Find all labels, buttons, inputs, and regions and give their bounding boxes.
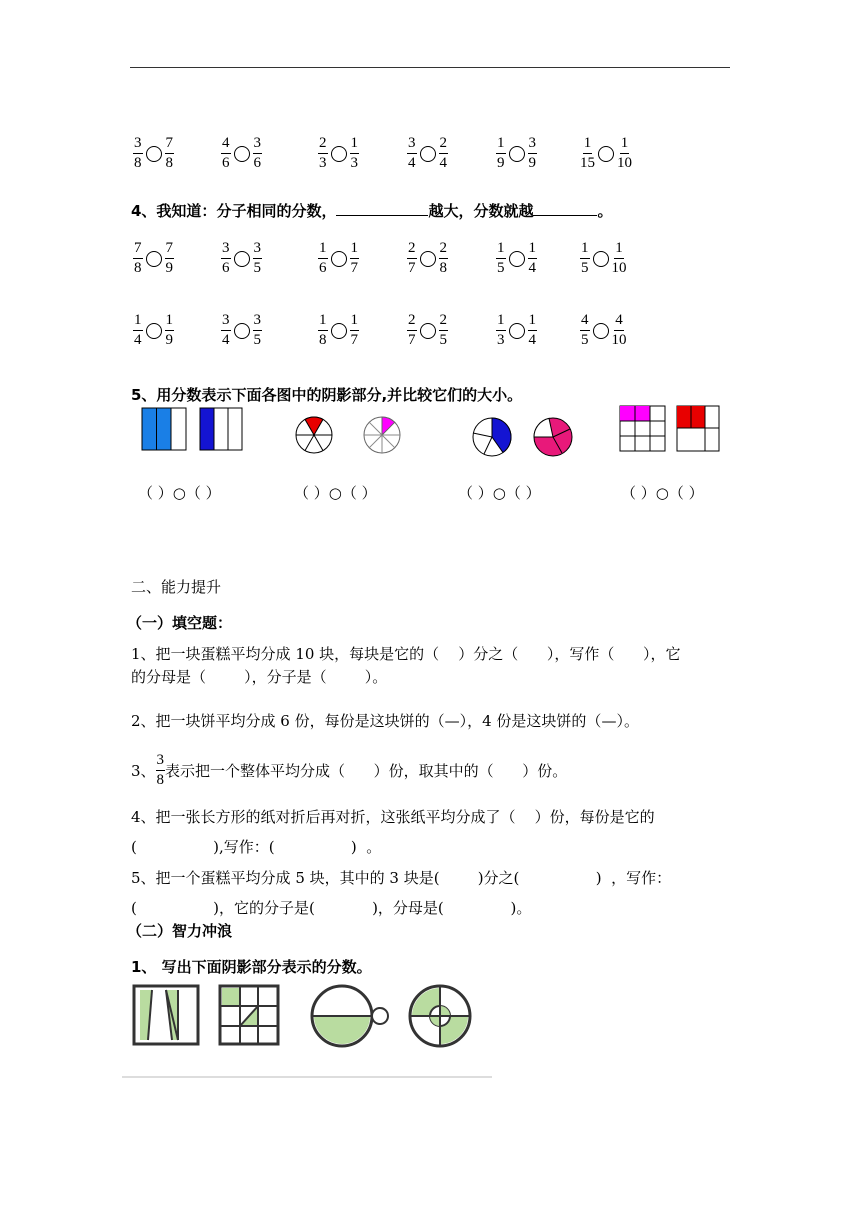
row2-item: [133, 241, 174, 276]
denominator: 6: [222, 155, 230, 171]
numerator: 1: [614, 241, 624, 259]
s2-q3: [131, 753, 567, 788]
s2-q1-line1: 1、把一块蛋糕平均分成 10 块，每块是它的（ ）分之（ ），写作（ ），它: [131, 645, 681, 663]
right-fraction: [165, 136, 175, 171]
left-fraction: [221, 313, 231, 348]
compare-circle[interactable]: [420, 323, 436, 339]
numerator: 1: [496, 241, 506, 259]
right-fraction: [253, 241, 263, 276]
denominator: 5: [439, 332, 447, 348]
denominator: 3: [350, 155, 358, 171]
q5-figures: [130, 404, 740, 464]
left-fraction: [580, 136, 595, 171]
s2-last-question: 1、 写出下面阴影部分表示的分数。: [131, 958, 372, 976]
q5-title: 5、用分数表示下面各图中的阴影部分,并比较它们的大小。: [131, 386, 523, 404]
left-fraction: [133, 136, 143, 171]
right-fraction: [439, 136, 449, 171]
compare-circle[interactable]: [234, 146, 250, 162]
denominator: 6: [222, 260, 230, 276]
compare-parens-2[interactable]: （ ）○（ ）: [294, 484, 377, 502]
rect-figure-2: [200, 408, 242, 450]
denominator: 7: [350, 260, 358, 276]
q4-prefix: 4、我知道：分子相同的分数，: [131, 202, 337, 220]
numerator: 2: [407, 241, 417, 259]
row2-item: [407, 241, 448, 276]
numerator: 1: [133, 313, 143, 331]
row2-item: [221, 241, 262, 276]
numerator: 4: [614, 313, 624, 331]
numerator: 1: [580, 241, 590, 259]
denominator: 5: [581, 260, 589, 276]
left-fraction: [580, 313, 590, 348]
right-fraction: [528, 313, 538, 348]
left-fraction: [318, 136, 328, 171]
denominator: 8: [439, 260, 447, 276]
numerator: 1: [350, 313, 360, 331]
numerator: 1: [528, 241, 538, 259]
numerator: 3: [407, 136, 417, 154]
left-fraction: [496, 136, 506, 171]
circle-figure-1: [296, 417, 332, 453]
denominator: 10: [611, 260, 627, 276]
brain-wave-heading: （二）智力冲浪: [127, 922, 233, 940]
right-fraction: [612, 313, 627, 348]
numerator: 1: [620, 136, 630, 154]
denominator: 4: [439, 155, 447, 171]
circle-figure-4: [534, 418, 572, 456]
row1-item: [221, 136, 262, 171]
numerator: 3: [528, 136, 538, 154]
row2-item: [580, 241, 627, 276]
bottom-figures: [122, 980, 494, 1080]
denominator: 10: [617, 155, 632, 171]
compare-circle[interactable]: [331, 323, 347, 339]
left-fraction: [133, 313, 143, 348]
compare-circle[interactable]: [593, 251, 609, 267]
denominator: 5: [497, 260, 505, 276]
row3-item: [407, 313, 448, 348]
q3-prefix: 3、: [131, 762, 156, 780]
right-fraction: [439, 241, 449, 276]
row1-item: [133, 136, 174, 171]
compare-parens-3[interactable]: （ ）○（ ）: [458, 484, 541, 502]
compare-circle[interactable]: [509, 323, 525, 339]
header-rule: [130, 67, 730, 68]
rect-figure-1: [142, 408, 186, 450]
left-fraction: [496, 241, 506, 276]
numerator: 1: [350, 241, 360, 259]
denominator: 4: [528, 260, 536, 276]
numerator: 3: [221, 241, 231, 259]
denominator: 4: [134, 332, 142, 348]
right-fraction: [528, 136, 538, 171]
target-figure: [410, 986, 470, 1046]
numerator: 2: [318, 136, 328, 154]
row1-item: [318, 136, 359, 171]
left-fraction: [496, 313, 506, 348]
compare-circle[interactable]: [509, 251, 525, 267]
grid-figure-1: [620, 406, 665, 451]
row3-item: [496, 313, 537, 348]
row1-item: [496, 136, 537, 171]
denominator: 9: [528, 155, 536, 171]
numerator: 1: [318, 313, 328, 331]
q3-rest: 表示把一个整体平均分成（ ）份，取其中的（ ）份。: [165, 762, 568, 780]
numerator: 3: [221, 313, 231, 331]
compare-parens-4[interactable]: （ ）○（ ）: [621, 484, 704, 502]
denominator: 7: [408, 332, 416, 348]
denominator: 6: [253, 155, 261, 171]
numerator: 1: [528, 313, 538, 331]
compare-circle[interactable]: [420, 146, 436, 162]
denominator: 10: [611, 332, 627, 348]
s2-q5-line1: 5、把一个蛋糕平均分成 5 块，其中的 3 块是( )分之( ) ，写作：: [131, 869, 672, 887]
denominator: 5: [253, 260, 261, 276]
numerator: 3: [133, 136, 143, 154]
compare-circle[interactable]: [593, 323, 609, 339]
left-fraction: [221, 136, 231, 171]
numerator: 2: [407, 313, 417, 331]
denominator: 4: [408, 155, 416, 171]
denominator: 9: [165, 332, 173, 348]
numerator: 7: [133, 241, 143, 259]
numerator: 7: [165, 136, 175, 154]
compare-parens-1[interactable]: （ ）○（ ）: [138, 484, 221, 502]
blank-2[interactable]: [533, 215, 597, 216]
numerator: 7: [165, 241, 175, 259]
denominator: 15: [580, 155, 595, 171]
row3-item: [221, 313, 262, 348]
numerator: 4: [580, 313, 590, 331]
numerator: 3: [253, 241, 263, 259]
denominator: 5: [581, 332, 589, 348]
denominator: 4: [528, 332, 536, 348]
right-fraction: [253, 313, 263, 348]
row2-item: [318, 241, 359, 276]
circle-figure-2: [364, 417, 400, 453]
grid-figure-2: [677, 406, 719, 451]
numerator: 2: [439, 241, 449, 259]
left-fraction: [580, 241, 590, 276]
denominator: 7: [408, 260, 416, 276]
right-fraction: [253, 136, 263, 171]
numerator: 3: [253, 313, 263, 331]
row1-item: [580, 136, 632, 171]
denominator: 5: [253, 332, 261, 348]
fill-blank-heading: （一）填空题：: [127, 614, 233, 632]
left-fraction: [318, 241, 328, 276]
denominator: 6: [319, 260, 327, 276]
q4-end: 。: [597, 202, 613, 220]
left-fraction: [221, 241, 231, 276]
denominator: 9: [165, 260, 173, 276]
s2-q5-line2: ( )，它的分子是( )，分母是( )。: [131, 899, 532, 917]
compare-circle[interactable]: [598, 146, 614, 162]
q3-fraction: $\frac{3}{8}$: [156, 752, 165, 788]
row2-item: [496, 241, 537, 276]
compare-circle[interactable]: [146, 251, 162, 267]
numerator: 1: [350, 136, 360, 154]
compare-circle[interactable]: [509, 146, 525, 162]
right-fraction: [350, 136, 360, 171]
numerator: 4: [221, 136, 231, 154]
denominator: 9: [497, 155, 505, 171]
numerator: 2: [439, 136, 449, 154]
row3-item: [580, 313, 627, 348]
compare-circle[interactable]: [331, 251, 347, 267]
right-fraction: [617, 136, 632, 171]
right-fraction: [350, 241, 360, 276]
compare-circle[interactable]: [234, 323, 250, 339]
q4-mid: 越大，分数就越: [428, 202, 534, 220]
row1-item: [407, 136, 448, 171]
denominator: 7: [350, 332, 358, 348]
numerator: 1: [496, 136, 506, 154]
denominator: 8: [165, 155, 173, 171]
left-fraction: [407, 136, 417, 171]
s2-q4-line2: ( ),写作：( ) 。: [131, 838, 382, 856]
blank-1[interactable]: [336, 215, 428, 216]
right-fraction: [528, 241, 538, 276]
right-fraction: [612, 241, 627, 276]
row3-item: [318, 313, 359, 348]
left-fraction: [133, 241, 143, 276]
numerator: 1: [165, 313, 175, 331]
trapezoid-figure: [134, 986, 198, 1044]
compare-circle[interactable]: [146, 323, 162, 339]
left-fraction: [318, 313, 328, 348]
denominator: 8: [134, 155, 142, 171]
s2-q2: 2、把一块饼平均分成 6 份，每份是这块饼的（—），4 份是这块饼的（—）。: [131, 712, 639, 730]
denominator: 8: [319, 332, 327, 348]
s2-q1-line2: 的分母是（ ），分子是（ ）。: [131, 668, 388, 686]
right-fraction: [439, 313, 449, 348]
compare-circle[interactable]: [331, 146, 347, 162]
q4-line: [131, 200, 612, 221]
denominator: 3: [497, 332, 505, 348]
grid-triangle-figure: [220, 986, 278, 1044]
compare-circle[interactable]: [146, 146, 162, 162]
compare-circle[interactable]: [234, 251, 250, 267]
right-fraction: [165, 241, 175, 276]
right-fraction: [350, 313, 360, 348]
denominator: 3: [319, 155, 327, 171]
section2-title: 二、能力提升: [131, 578, 222, 596]
denominator: 8: [134, 260, 142, 276]
numerator: 3: [253, 136, 263, 154]
numerator: 2: [439, 313, 449, 331]
row3-item: [133, 313, 174, 348]
numerator: 1: [318, 241, 328, 259]
numerator: 1: [496, 313, 506, 331]
left-fraction: [407, 313, 417, 348]
left-fraction: [407, 241, 417, 276]
half-circle-figure: [312, 986, 388, 1046]
numerator: 1: [583, 136, 593, 154]
right-fraction: [165, 313, 175, 348]
denominator: 4: [222, 332, 230, 348]
circle-figure-3: [473, 418, 511, 456]
s2-q4-line1: 4、把一张长方形的纸对折后再对折，这张纸平均分成了（ ）份，每份是它的: [131, 808, 655, 826]
compare-circle[interactable]: [420, 251, 436, 267]
